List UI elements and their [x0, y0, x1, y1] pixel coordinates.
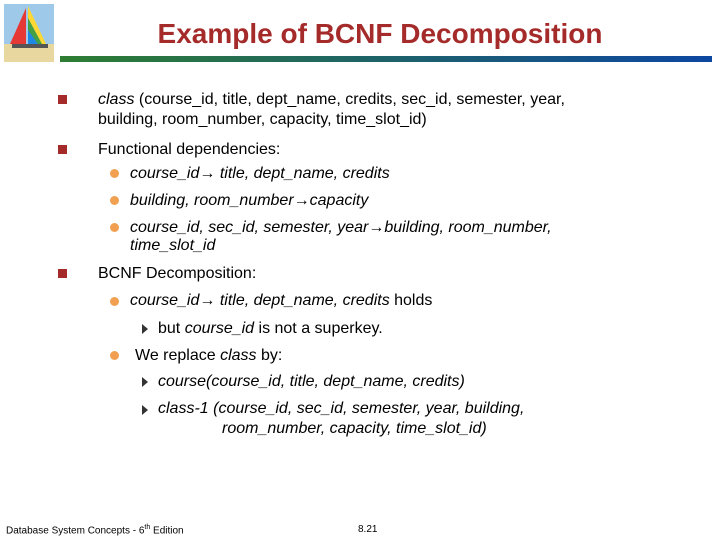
decomp-holds: holds [389, 292, 433, 309]
class-relation-name: class [98, 91, 135, 108]
footer-book-suffix: Edition [150, 525, 184, 537]
class-1-relation-line2: room_number, capacity, time_slot_id) [222, 420, 487, 437]
arrow-bullet-icon [142, 405, 148, 415]
footer-book-title [6, 524, 184, 536]
class-relation-attrs-line2: building, room_number, capacity, time_slot_id) [98, 111, 427, 128]
arrow-bullet-icon [142, 324, 148, 334]
footer-book-prefix: Database System Concepts - 6 [6, 525, 145, 537]
arrow-bullet-icon [142, 377, 148, 387]
class-1-relation: class-1 (course_id, sec_id, semester, year, building, [158, 400, 525, 417]
not-superkey-note [158, 319, 383, 339]
dot-bullet-icon [110, 169, 119, 178]
dot-bullet-icon [110, 196, 119, 205]
decomp-fd-holds [130, 291, 432, 311]
fd-2: building, room_number→capacity [130, 192, 369, 209]
square-bullet-icon [58, 269, 67, 278]
fd-3-line2: time_slot_id [130, 237, 216, 254]
bullet-class-relation [98, 90, 565, 110]
note-key: course_id [184, 320, 255, 337]
replace-class: class [220, 347, 257, 364]
bullet-functional-dependencies: Functional dependencies: [98, 141, 281, 158]
dot-bullet-icon [110, 223, 119, 232]
decomp-fd: course_id→ title, dept_name, credits [130, 292, 390, 309]
note-suffix: is not a superkey. [254, 320, 383, 337]
note-prefix: but [158, 320, 185, 337]
footer-book-sup: th [144, 524, 151, 531]
class-relation-attrs: (course_id, title, dept_name, credits, sec_id, semester, year, [134, 91, 565, 108]
footer-page-number: 8.21 [358, 524, 378, 535]
dot-bullet-icon [110, 351, 119, 360]
square-bullet-icon [58, 95, 67, 104]
slide-title: Example of BCNF Decomposition [157, 18, 603, 49]
fd-3: course_id, sec_id, semester, year→building, room_number, [130, 219, 552, 236]
replace-class-note [135, 346, 282, 366]
bullet-bcnf-decomposition: BCNF Decomposition: [98, 265, 257, 282]
square-bullet-icon [58, 145, 67, 154]
dot-bullet-icon [110, 297, 119, 306]
replace-suffix: by: [256, 347, 283, 364]
fd-1: course_id→ title, dept_name, credits [130, 165, 390, 182]
replace-prefix: We replace [135, 347, 221, 364]
course-relation: course(course_id, title, dept_name, credits) [158, 373, 465, 390]
